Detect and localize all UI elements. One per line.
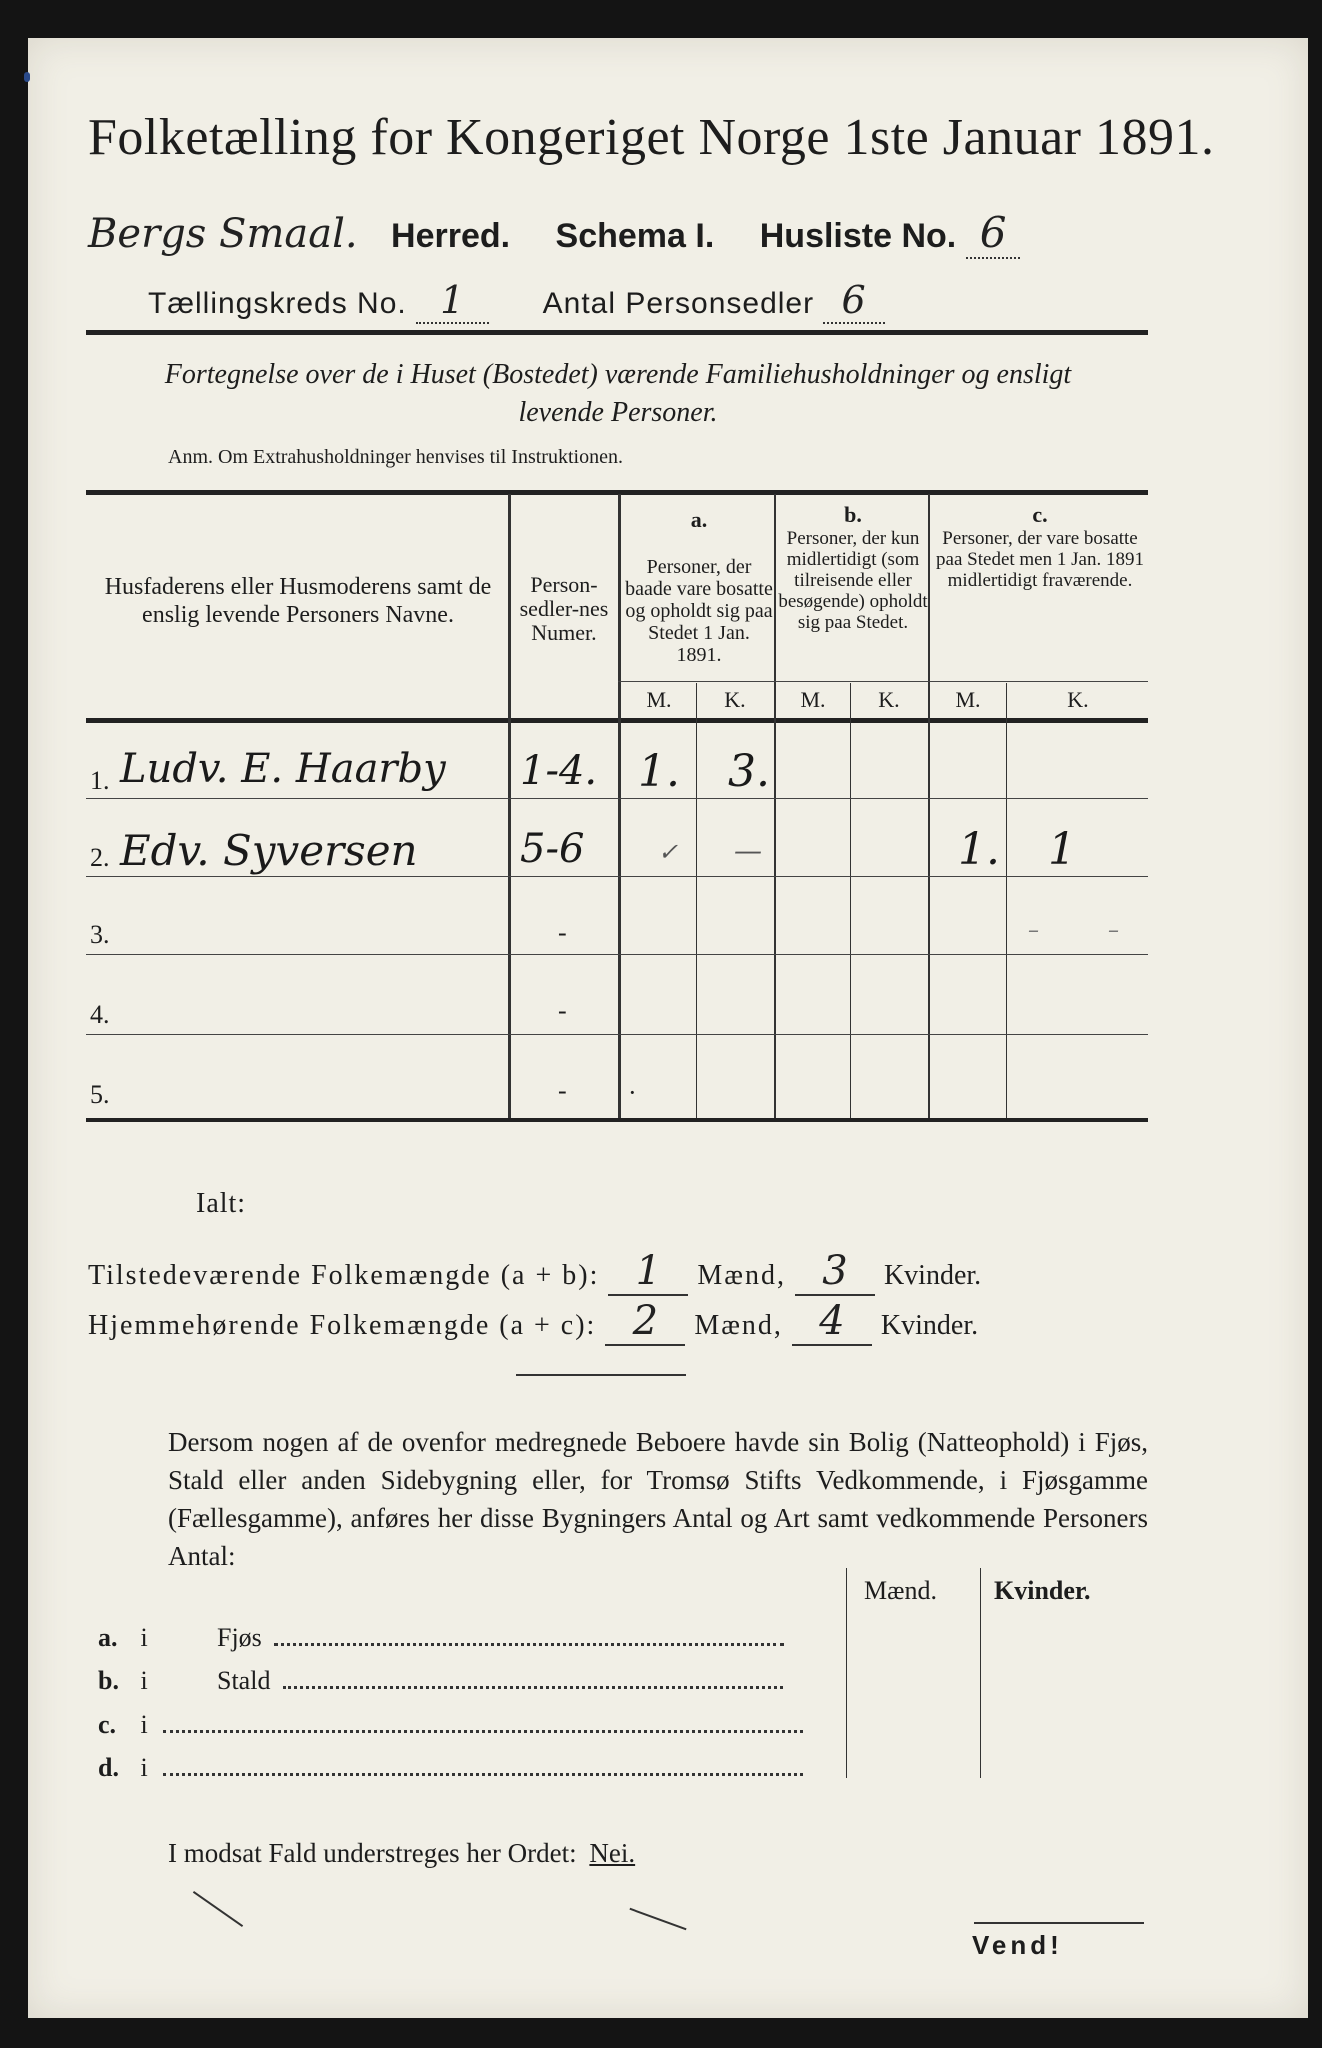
row-number: 4. [90,1000,110,1029]
table-top-rule [86,490,1148,495]
husliste-label: Husliste No. [759,217,957,255]
building-letter: b. [98,1666,119,1695]
c-k-header: K. [1067,687,1089,712]
total-line-1-k: 3 [795,1248,875,1296]
row-name: Ludv. E. Haarby [120,746,446,792]
row-num: 5-6 [520,826,585,872]
vend-label: Vend! [972,1930,1063,1960]
form-title: Folketælling for Kongeriget Norge 1ste Januar 1891. [88,109,1215,166]
col-divider [774,494,776,1118]
row-rule [86,954,1148,955]
herred-row [88,208,1020,257]
row-num: - [558,1076,567,1105]
col-c-letter: c. [1032,502,1048,527]
building-label: Stald [217,1666,271,1695]
col-divider [508,494,511,1118]
a-m: 1. [638,746,680,797]
outbuilding-instructions: Dersom nogen af de ovenfor medregnede Beboere havde sin Bolig (Natteophold) i Fjøs, Stald eller anden Sidebygning eller, for Tromsø Stifts Vedkommende, i Fjøsgamme (Fællesgamme), anføres her disse Bygningers Antal og Art samt vedkommende Personers Antal: [168,1427,1148,1571]
a-m: ✓ [658,838,679,866]
total-line-2-k: 4 [792,1298,872,1346]
total-line-2-label: Hjemmehørende Folkemængde (a + c): [88,1310,597,1341]
row-num: - [558,918,567,947]
c-m-header: M. [955,687,981,712]
building-row-a [98,1623,784,1653]
vend-rule [974,1922,1144,1924]
schema-label: Schema I. [555,217,715,255]
building-row-b [98,1666,783,1696]
dotted-line [274,1643,784,1646]
b-k-header: K. [878,687,900,712]
col-divider [618,494,621,1118]
kreds-row [148,278,885,322]
b-m-header: M. [800,687,826,712]
kreds-label: Tællingskreds No. [148,287,407,320]
total-line-2-m: 2 [605,1298,685,1346]
table-bottom-rule [86,1118,1148,1122]
building-letter: d. [98,1753,119,1782]
a-m-header: M. [646,687,672,712]
col-b-header: Personer, der kun midlertidigt (som tilreisende eller besøgende) opholdt sig paa Stedet. [778,528,928,633]
row-number: 3. [90,920,110,949]
buildings-maend-header: Mænd. [864,1576,937,1605]
buildings-divider [980,1568,981,1778]
kvinder-label: Kvinder. [880,1310,979,1341]
building-i: i [140,1666,148,1695]
col-divider [928,494,930,1118]
buildings-kvinder-header: Kvinder. [994,1576,1091,1605]
col-num-header: Person-sedler-nes Numer. [519,572,609,645]
row-number: 5. [90,1080,110,1109]
a-k: — [734,834,762,867]
kvinder-label: Kvinder. [883,1260,982,1291]
a-k: 3. [728,746,770,797]
intro-text [88,356,1148,432]
a-k-header: K. [724,687,746,712]
intro-line-2: levende Personer. [518,397,718,428]
buildings-divider [846,1568,847,1778]
building-i: i [140,1710,148,1739]
total-line-1-m: 1 [608,1248,688,1296]
building-row-c [98,1710,803,1740]
dotted-line [283,1686,783,1689]
stray-mark [193,1891,243,1927]
stray-mark [629,1908,686,1930]
modsat-line [168,1838,635,1869]
modsat-text: I modsat Fald understreges her Ordet: [168,1838,577,1868]
maend-label: Mænd, [697,1260,786,1291]
c-k: – [1108,918,1119,943]
col-a-header: Personer, der baade vare bosatte og opholdt sig paa Stedet 1 Jan. 1891. [625,556,773,666]
row-name: Edv. Syversen [120,826,418,875]
total-line-2 [88,1298,978,1346]
total-line-1-label: Tilstedeværende Folkemængde (a + b): [88,1260,600,1291]
husliste-value: 6 [966,208,1021,259]
col-subdivider [1006,683,1007,1118]
row-number: 2. [90,843,110,872]
table-header-rule [86,718,1148,723]
col-a-letter: a. [690,507,708,532]
ink-spot [24,72,30,82]
row-rule [86,1034,1148,1035]
dotted-line [163,1730,803,1733]
row-rule [86,876,1148,877]
col-subdivider [850,683,851,1118]
c-m: 1. [958,824,1000,875]
header-rule [86,330,1148,335]
row-num: - [558,996,567,1025]
personsedler-label: Antal Personsedler [542,287,815,320]
herred-value: Bergs Smaal. [88,211,358,257]
dotted-line [163,1773,803,1776]
building-letter: a. [98,1623,118,1652]
building-label: Fjøs [217,1623,262,1652]
anm-note: Anm. Om Extrahusholdninger henvises til Instruktionen. [168,446,623,468]
row-number: 1. [90,766,110,795]
intro-line-1: Fortegnelse over de i Huset (Bostedet) værende Familiehusholdninger og ensligt [164,359,1072,390]
building-letter: c. [98,1710,117,1739]
c-k: 1 [1048,824,1076,875]
herred-label: Herred. [391,217,511,255]
col-c-header: Personer, der vare bosatte paa Stedet men 1 Jan. 1891 midlertidigt fraværende. [936,528,1144,591]
c-m: – [1028,918,1039,943]
mk-rule [618,681,1148,682]
building-i: i [140,1623,148,1652]
building-row-d [98,1753,803,1783]
census-form-sheet [28,38,1308,2018]
ialt-label: Ialt: [196,1188,247,1219]
row-rule [86,798,1148,799]
kreds-value: 1 [416,278,489,324]
separator-rule [516,1374,686,1376]
col-name-header: Husfaderens eller Husmoderens samt de enslig levende Personers Navne. [104,574,492,628]
nei-word: Nei. [589,1838,636,1868]
building-i: i [140,1753,148,1782]
maend-label: Mænd, [694,1310,783,1341]
col-subdivider [696,683,697,1118]
a-m: · [628,1078,637,1107]
row-num: 1-4. [520,748,598,794]
personsedler-value: 6 [823,278,884,324]
total-line-1 [88,1248,981,1296]
col-b-letter: b. [844,502,862,527]
